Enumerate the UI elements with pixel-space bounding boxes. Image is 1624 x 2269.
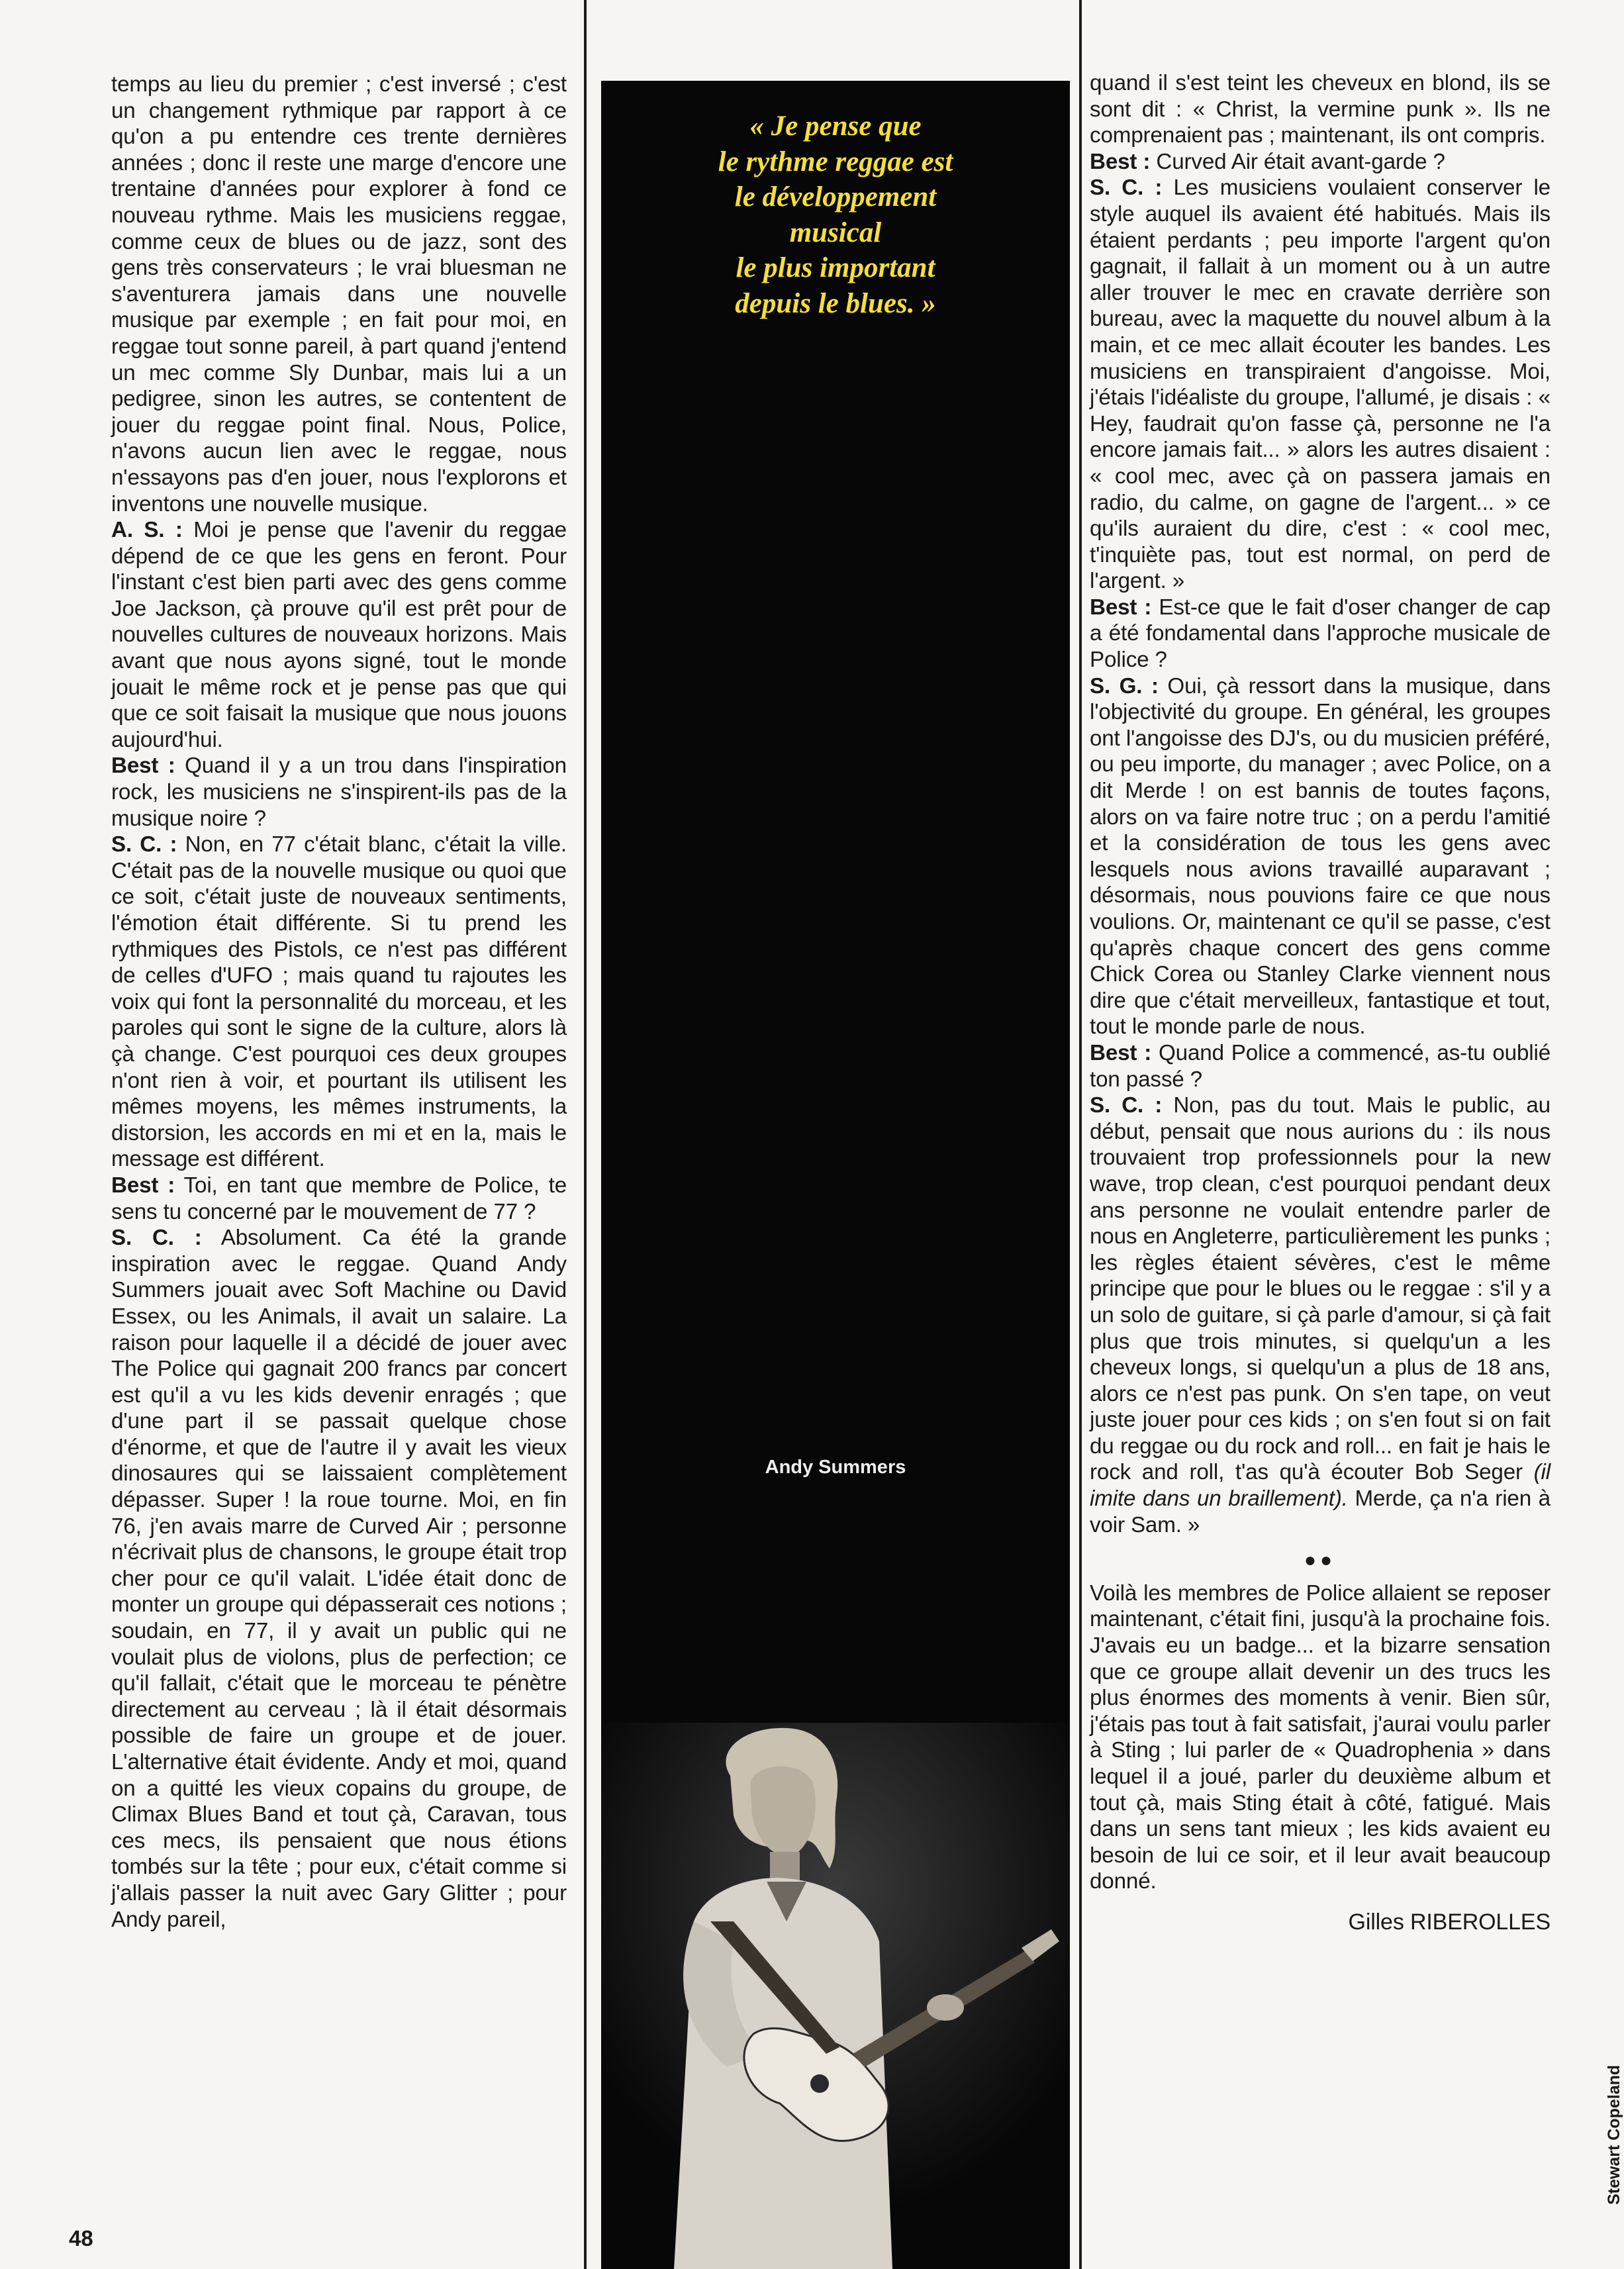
- page-number: 48: [69, 2226, 93, 2250]
- paragraph: S. C. : Les musiciens voulaient conserver le style auquel ils avaient été habitués. Mais ils étaient perdants ; peu importe l'argent qu'on gagnait, il fallait à un moment ou à un autre aller trouver le mec en cravate derrière son bureau, avec la maquette du nouvel album à la main, et ce mec allait écouter les bandes. Les musiciens en transpiraient d'angoisse. Moi, j'étais l'idéaliste du groupe, l'allumé, je disais : « Hey, faudrait qu'on fasse çà, personne ne l'a encore jamais fait... » alors les autres disaient : « cool mec, avec çà on passera jamais en radio, du calme, on gagne de l'argent... » ce qu'ils auraient du dire, c'est : « cool mec, t'inquiète pas, tout est normal, on perd de l'argent. »: [1090, 175, 1551, 594]
- paragraph: Best : Quand il y a un trou dans l'inspiration rock, les musiciens ne s'inspirent-ils pas de la musique noire ?: [111, 753, 567, 831]
- pull-quote-line: depuis le blues. »: [735, 287, 936, 319]
- photo-column: [601, 81, 1070, 2269]
- pull-quote: [634, 109, 1037, 322]
- article-column-right: [1090, 70, 1551, 1936]
- paragraph: Best : Toi, en tant que membre de Police, te sens tu concerné par le mouvement de 77 ?: [111, 1173, 567, 1224]
- paragraph: quand il s'est teint les cheveux en blond, ils se sont dit : « Christ, la vermine punk ». Ils ne comprenaient pas ; maintenant, ils ont compris.: [1090, 71, 1551, 148]
- side-photo-credit: Stewart Copeland: [1605, 2064, 1623, 2205]
- paragraph: temps au lieu du premier ; c'est inversé ; c'est un changement rythmique par rapport à ce qu'on a pu entendre ces trente dernières années ; donc il reste une marge d'encore une trentaine d'années pour explorer à fond ce nouveau rythme. Mais les musiciens reggae, comme ceux de blues ou de jazz, sont des gens très conservateurs ; le vrai bluesman ne s'aventurera jamais dans une nouvelle musique par exemple ; en fait pour moi, en reggae tout sonne pareil, à part quand j'entend un mec comme Sly Dunbar, mais lui a un pedigree, sinon les autres, se contentent de jouer du reggae point final. Nous, Police, n'avons aucun lien avec le reggae, nous n'essayons pas d'en jouer, nous l'explorons et inventons une nouvelle musique.: [111, 72, 567, 516]
- column-rule-right: [1079, 0, 1082, 2269]
- pull-quote-line: le développement: [734, 181, 937, 213]
- article-column-left: [111, 72, 567, 1933]
- pull-quote-line: le rythme reggae est: [718, 146, 953, 177]
- paragraph: S. C. : Non, pas du tout. Mais le public, au début, pensait que nous aurions du : ils nous trouvaient trop professionnels pour la new wave, trop clean, c'est pourquoi pendant deux ans personne ne voulait entendre parler de nous en Angleterre, particulièrement les punks ; les règles étaient sévères, c'est le même principe que pour le blues ou le reggae : s'il y a un solo de guitare, si çà parle d'amour, si çà fait plus que trois minutes, si quelqu'un a les cheveux longs, si quelqu'un a plus de 18 ans, alors ce n'est pas punk. On s'en tape, on veut juste jouer pour ces kids ; on s'en fout si on fait du reggae ou du rock and roll... en fait je hais le rock and roll, t'as qu'à écouter Bob Seger (il imite dans un braillement). Merde, ça n'a rien à voir Sam. »: [1090, 1093, 1551, 1537]
- guitarist-photo: [601, 1723, 1070, 2269]
- pull-quote-line: musical: [789, 217, 882, 248]
- section-separator: ●●: [1304, 1549, 1337, 1572]
- outro-paragraph: Voilà les membres de Police allaient se reposer maintenant, c'était fini, jusqu'à la prochaine fois. J'avais eu un badge... et la bizarre sensation que ce groupe allait devenir un des trucs les plus énormes des moments à venir. Bien sûr, j'étais pas tout à fait satisfait, j'aurai voulu parler à Sting ; lui parler de « Quadrophenia » dans lequel il a joué, parler du deuxième album et tout çà, mais Sting était à côté, fatigué. Mais dans un sens tant mieux ; les kids avaient eu besoin de lui ce soir, et il leur avait beaucoup donné.: [1090, 1580, 1551, 1894]
- paragraph: Best : Quand Police a commencé, as-tu oublié ton passé ?: [1090, 1040, 1551, 1092]
- paragraph: Best : Est-ce que le fait d'oser changer de cap a été fondamental dans l'approche musicale de Police ?: [1090, 595, 1551, 673]
- column-rule-left: [584, 0, 587, 2269]
- paragraph: S. G. : Oui, çà ressort dans la musique, dans l'objectivité du groupe. En général, les groupes ont l'angoisse des DJ's, ou du musicien préféré, ou peu importe, du manager ; avec Police, on a dit Merde ! on est bannis de toutes façons, alors on va faire notre truc ; on a perdu l'amitié et la considération de tous les gens avec lesquels nous avions travaillé auparavant ; désormais, nous pouvions faire ce que nous voulions. Or, maintenant ce qu'il se passe, c'est qu'après chaque concert des gens comme Chick Corea ou Stanley Clarke viennent nous dire que c'était merveilleux, fantastique et tout, tout le monde parle de nous.: [1090, 673, 1551, 1039]
- pull-quote-line: le plus important: [736, 252, 935, 284]
- pull-quote-line: « Je pense que: [749, 111, 922, 142]
- photo-caption: Andy Summers: [765, 1457, 906, 1478]
- paragraph: S. C. : Non, en 77 c'était blanc, c'était la ville. C'était pas de la nouvelle musique ou quoi que ce soit, c'était juste de nouveaux sentiments, l'émotion était différente. Si tu prend les rythmiques des Pistols, ce n'est pas différent de celles d'UFO ; mais quand tu rajoutes les voix qui font la personnalité du morceau, et les paroles qui sont le signe de la culture, alors là çà change. C'est pourquoi ces deux groupes n'ont rien à voir, et pourtant ils utilisent les mêmes moyens, les mêmes instruments, la distorsion, les accords en mi et en la, mais le message est différent.: [111, 832, 567, 1172]
- paragraph: Best : Curved Air était avant-garde ?: [1090, 149, 1445, 174]
- paragraph: A. S. : Moi je pense que l'avenir du reggae dépend de ce que les gens en feront. Pour l'instant c'est bien parti avec des gens comme Joe Jackson, çà prouve qu'il est prêt pour de nouvelles cultures de nouveaux horizons. Mais avant que nous ayons signé, tout le monde jouait le même rock et je pense pas que qui que ce soit faisait la musique que nous jouons aujourd'hui.: [111, 518, 567, 752]
- paragraph: S. C. : Absolument. Ca été la grande inspiration avec le reggae. Quand Andy Summers jouait avec Soft Machine ou David Essex, ou les Animals, il avait un salaire. La raison pour laquelle il a décidé de jouer avec The Police qui gagnait 200 francs par concert est qu'il a vu les kids devenir enragés ; que d'une part il se passait quelque chose d'énorme, et que de l'autre il y avait les vieux dinosaures qui se laissaient complètement dépasser. Super ! la roue tourne. Moi, en fin 76, j'en avais marre de Curved Air ; personne n'écrivait plus de chansons, le groupe était trop cher pour ce qu'il valait. L'idée était donc de monter un groupe qui dépasserait ces notions ; soudain, en 77, il y avait un public qui ne voulait plus de violons, plus de perfection; ce qu'il fallait, c'était que le morceau te pénètre directement au cerveau ; là il était désormais possible de faire un groupe et de jouer. L'alternative était évidente. Andy et moi, quand on a quitté les vieux copains du groupe, de Climax Blues Band et tout çà, Caravan, tous ces mecs, ils pensaient que nous étions tombés sur la tête ; pour eux, c'était comme si j'allais passer la nuit avec Gary Glitter ; pour Andy pareil,: [111, 1226, 567, 1932]
- author-signature: Gilles RIBEROLLES: [1348, 1909, 1551, 1935]
